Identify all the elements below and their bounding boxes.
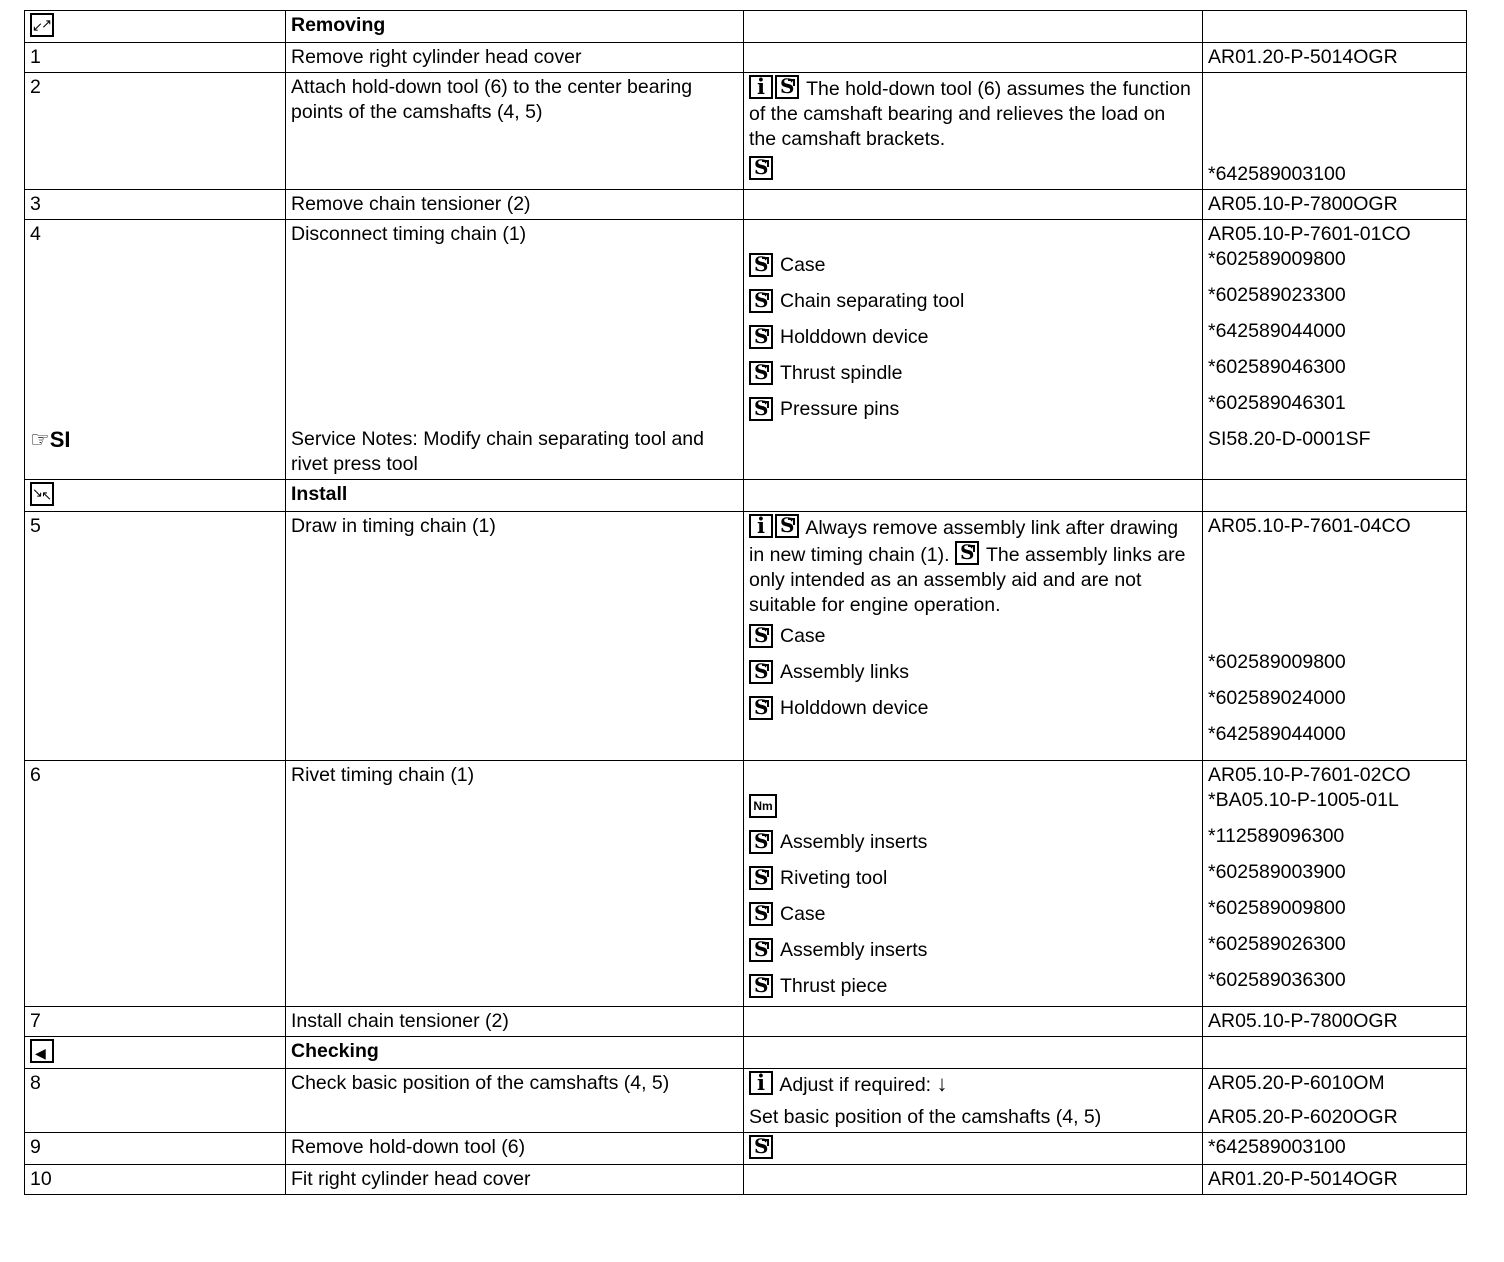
step-text: Attach hold-down tool (6) to the center bearing points of the camshafts (4, 5) [286,73,744,190]
step-number: 6 [25,761,286,1007]
torque-icon [749,794,777,818]
tool-number[interactable]: *602589046300 [1208,356,1346,378]
section-title-removing: Removing [286,11,744,43]
special-tool-icon [749,974,773,998]
service-info-icon: ☞SI [30,427,71,452]
special-tool-icon [749,624,773,648]
tool-item: S Assembly inserts [749,824,1197,860]
step-number: 8 [25,1069,286,1133]
reference-link[interactable]: AR05.10-P-7601-04CO [1208,515,1411,537]
step-row [25,1069,1467,1133]
special-tool-icon [955,541,979,565]
step-row [25,220,1467,480]
step-text: Check basic position of the camshafts (4, 5) [286,1069,744,1133]
special-tool-icon [749,660,773,684]
step-number: 5 [25,512,286,761]
tool-item: S Chain separating tool [749,283,1197,319]
step-number: 2 [25,73,286,190]
tool-item: S Holddown device [749,319,1197,355]
special-tool-icon [775,514,799,538]
tool-number[interactable]: *642589044000 [1208,723,1346,745]
tool-number[interactable]: *602589003900 [1208,861,1346,883]
tool-item: S Thrust spindle [749,355,1197,391]
tool-number[interactable]: *602589023300 [1208,284,1346,306]
reference-link[interactable]: AR01.20-P-5014OGR [1203,43,1467,73]
section-row-install [25,480,1467,512]
special-tool-icon [749,253,773,277]
step-text: Rivet timing chain (1) [286,761,744,1007]
step-number: 10 [25,1165,286,1195]
section-row-checking [25,1037,1467,1069]
tool-item: S Case [749,618,1197,654]
note-text: Always remove assembly link after drawing in new timing chain (1). [749,517,1179,566]
tool-item: S Pressure pins [749,391,1197,427]
note-text: The assembly links are only intended as an assembly aid and are not suitable for engine operation. [749,544,1186,616]
checking-icon [30,1039,54,1063]
info-icon [749,75,773,99]
tool-item: S Case [749,896,1197,932]
section-title-install: Install [286,480,744,512]
special-tool-icon [749,696,773,720]
special-tool-icon [749,830,773,854]
tool-number[interactable]: *602589009800 [1208,897,1346,919]
tool-number[interactable]: *642589044000 [1208,320,1346,342]
special-tool-icon [749,938,773,962]
procedure-table [24,10,1467,1195]
step-text: Install chain tensioner (2) [286,1007,744,1037]
tool-item: S Case [749,247,1197,283]
tool-number[interactable]: *602589036300 [1208,969,1346,991]
service-note-text: Service Notes: Modify chain separating tool and rivet press tool [291,428,704,475]
step-row [25,1165,1467,1195]
reference-link[interactable]: AR05.20-P-6020OGR [1208,1106,1398,1128]
step-text: Disconnect timing chain (1) [291,223,527,245]
service-info-link[interactable]: SI58.20-D-0001SF [1208,428,1371,450]
tool-item: S Holddown device [749,690,1197,726]
special-tool-icon [749,1135,773,1159]
info-icon [749,1071,773,1095]
special-tool-icon [749,397,773,421]
tool-number[interactable]: *642589003100 [1203,1133,1467,1165]
removal-icon [30,13,54,37]
tool-number[interactable]: *602589026300 [1208,933,1346,955]
reference-link[interactable]: AR05.10-P-7800OGR [1203,190,1467,220]
special-tool-icon [775,75,799,99]
special-tool-icon [749,866,773,890]
step-number: 7 [25,1007,286,1037]
step-number: 4 [30,223,41,245]
special-tool-icon [749,361,773,385]
reference-link[interactable]: AR05.10-P-7800OGR [1203,1007,1467,1037]
tool-number[interactable]: *602589046301 [1208,392,1346,414]
step-row [25,190,1467,220]
installation-icon [30,482,54,506]
torque-reference[interactable]: *BA05.10-P-1005-01L [1208,789,1399,811]
step-row [25,73,1467,190]
special-tool-icon [749,289,773,313]
tool-number[interactable]: *112589096300 [1208,825,1345,847]
tool-item: S Thrust piece [749,968,1197,1004]
step-number: 3 [25,190,286,220]
step-row [25,761,1467,1007]
tool-item: S Riveting tool [749,860,1197,896]
reference-link[interactable]: *642589003100 [1208,163,1346,185]
special-tool-icon [749,902,773,926]
note-text: The hold-down tool (6) assumes the function of the camshaft bearing and relieves the load on the camshaft brackets. [749,78,1191,150]
step-text: Remove hold-down tool (6) [286,1133,744,1165]
step-row [25,512,1467,761]
reference-link[interactable]: AR01.20-P-5014OGR [1203,1165,1467,1195]
reference-link[interactable]: AR05.10-P-7601-02CO [1208,764,1411,786]
tool-item: S Assembly links [749,654,1197,690]
tool-number[interactable]: *602589024000 [1208,687,1346,709]
step-text: Remove chain tensioner (2) [286,190,744,220]
reference-link[interactable]: AR05.10-P-7601-01CO [1208,223,1411,245]
note-text: Adjust if required: [779,1074,932,1096]
special-tool-icon [749,156,773,180]
step-row [25,43,1467,73]
section-row-removing [25,11,1467,43]
step-number: 9 [25,1133,286,1165]
tool-item: S Assembly inserts [749,932,1197,968]
tool-number[interactable]: *602589009800 [1208,248,1346,270]
step-row [25,1133,1467,1165]
info-icon [749,514,773,538]
step-text: Remove right cylinder head cover [286,43,744,73]
arrow-down-icon: ↓ [936,1071,948,1096]
special-tool-icon [749,325,773,349]
tool-number[interactable]: *602589009800 [1208,651,1346,673]
step-number: 1 [25,43,286,73]
step-text: Draw in timing chain (1) [286,512,744,761]
step-text: Fit right cylinder head cover [286,1165,744,1195]
note-text: Set basic position of the camshafts (4, 5) [749,1106,1102,1128]
step-row [25,1007,1467,1037]
reference-link[interactable]: AR05.20-P-6010OM [1208,1072,1385,1094]
section-title-checking: Checking [286,1037,744,1069]
